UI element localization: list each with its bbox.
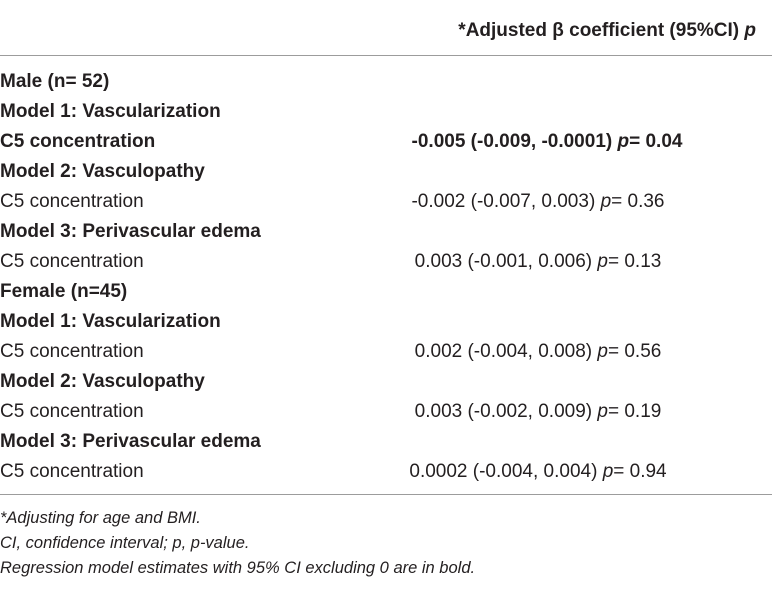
coefficient-value: 0.0002 (-0.004, 0.004) bbox=[409, 461, 598, 482]
coefficient-column-header bbox=[458, 20, 756, 42]
row-label: C5 concentration bbox=[0, 251, 144, 272]
p-value: = 0.36 bbox=[611, 191, 665, 212]
p-value: = 0.94 bbox=[613, 461, 667, 482]
row-label: C5 concentration bbox=[0, 341, 144, 362]
p-symbol: p bbox=[597, 401, 608, 422]
p-symbol: p bbox=[597, 251, 608, 272]
section-label: Model 2: Vasculopathy bbox=[0, 161, 205, 182]
coefficient-cell bbox=[328, 401, 748, 423]
coefficient-cell bbox=[328, 251, 748, 273]
table-footnotes bbox=[0, 495, 772, 581]
section-label: Model 3: Perivascular edema bbox=[0, 431, 261, 452]
table-row bbox=[0, 126, 772, 156]
section-header-row bbox=[0, 66, 772, 96]
footnote: Regression model estimates with 95% CI excluding 0 are in bold. bbox=[0, 559, 476, 577]
p-symbol: p bbox=[617, 131, 630, 152]
table-header bbox=[0, 0, 772, 56]
section-header-row bbox=[0, 426, 772, 456]
p-header-label: p bbox=[744, 20, 756, 41]
table-row bbox=[0, 186, 772, 216]
coefficient-value: -0.002 (-0.007, 0.003) bbox=[411, 191, 596, 212]
section-header-row bbox=[0, 306, 772, 336]
row-label: C5 concentration bbox=[0, 131, 156, 152]
coefficient-cell bbox=[328, 341, 748, 363]
coefficient-value: 0.002 (-0.004, 0.008) bbox=[414, 341, 593, 362]
row-label: C5 concentration bbox=[0, 401, 144, 422]
p-value: = 0.56 bbox=[607, 341, 662, 362]
table-row bbox=[0, 246, 772, 276]
section-label: Model 3: Perivascular edema bbox=[0, 221, 261, 242]
table-row bbox=[0, 456, 772, 486]
coefficient-header-label: *Adjusted β coefficient (95%CI) bbox=[458, 20, 740, 41]
coefficient-cell bbox=[328, 191, 748, 213]
section-header-row bbox=[0, 216, 772, 246]
p-symbol: p bbox=[600, 191, 612, 212]
section-label: Model 1: Vascularization bbox=[0, 101, 221, 122]
table-body bbox=[0, 56, 772, 495]
p-symbol: p bbox=[602, 461, 614, 482]
p-value: = 0.13 bbox=[607, 251, 662, 272]
table-row bbox=[0, 396, 772, 426]
p-value: = 0.19 bbox=[607, 401, 662, 422]
p-value: = 0.04 bbox=[629, 131, 683, 152]
coefficient-value: -0.005 (-0.009, -0.0001) bbox=[411, 131, 613, 152]
table-row bbox=[0, 336, 772, 366]
section-label: Model 1: Vascularization bbox=[0, 311, 221, 332]
section-label: Male (n= 52) bbox=[0, 71, 110, 92]
coefficient-value: 0.003 (-0.002, 0.009) bbox=[414, 401, 593, 422]
section-header-row bbox=[0, 96, 772, 126]
section-label: Female (n=45) bbox=[0, 281, 128, 302]
section-header-row bbox=[0, 366, 772, 396]
p-symbol: p bbox=[597, 341, 608, 362]
coefficient-value: 0.003 (-0.001, 0.006) bbox=[414, 251, 593, 272]
row-label: C5 concentration bbox=[0, 461, 144, 482]
coefficient-cell bbox=[328, 461, 748, 483]
row-label: C5 concentration bbox=[0, 191, 144, 212]
footnote: CI, confidence interval; p, p-value. bbox=[0, 534, 250, 552]
section-header-row bbox=[0, 156, 772, 186]
section-header-row bbox=[0, 276, 772, 306]
section-label: Model 2: Vasculopathy bbox=[0, 371, 205, 392]
coefficient-cell bbox=[337, 131, 757, 153]
footnote: *Adjusting for age and BMI. bbox=[0, 509, 201, 527]
